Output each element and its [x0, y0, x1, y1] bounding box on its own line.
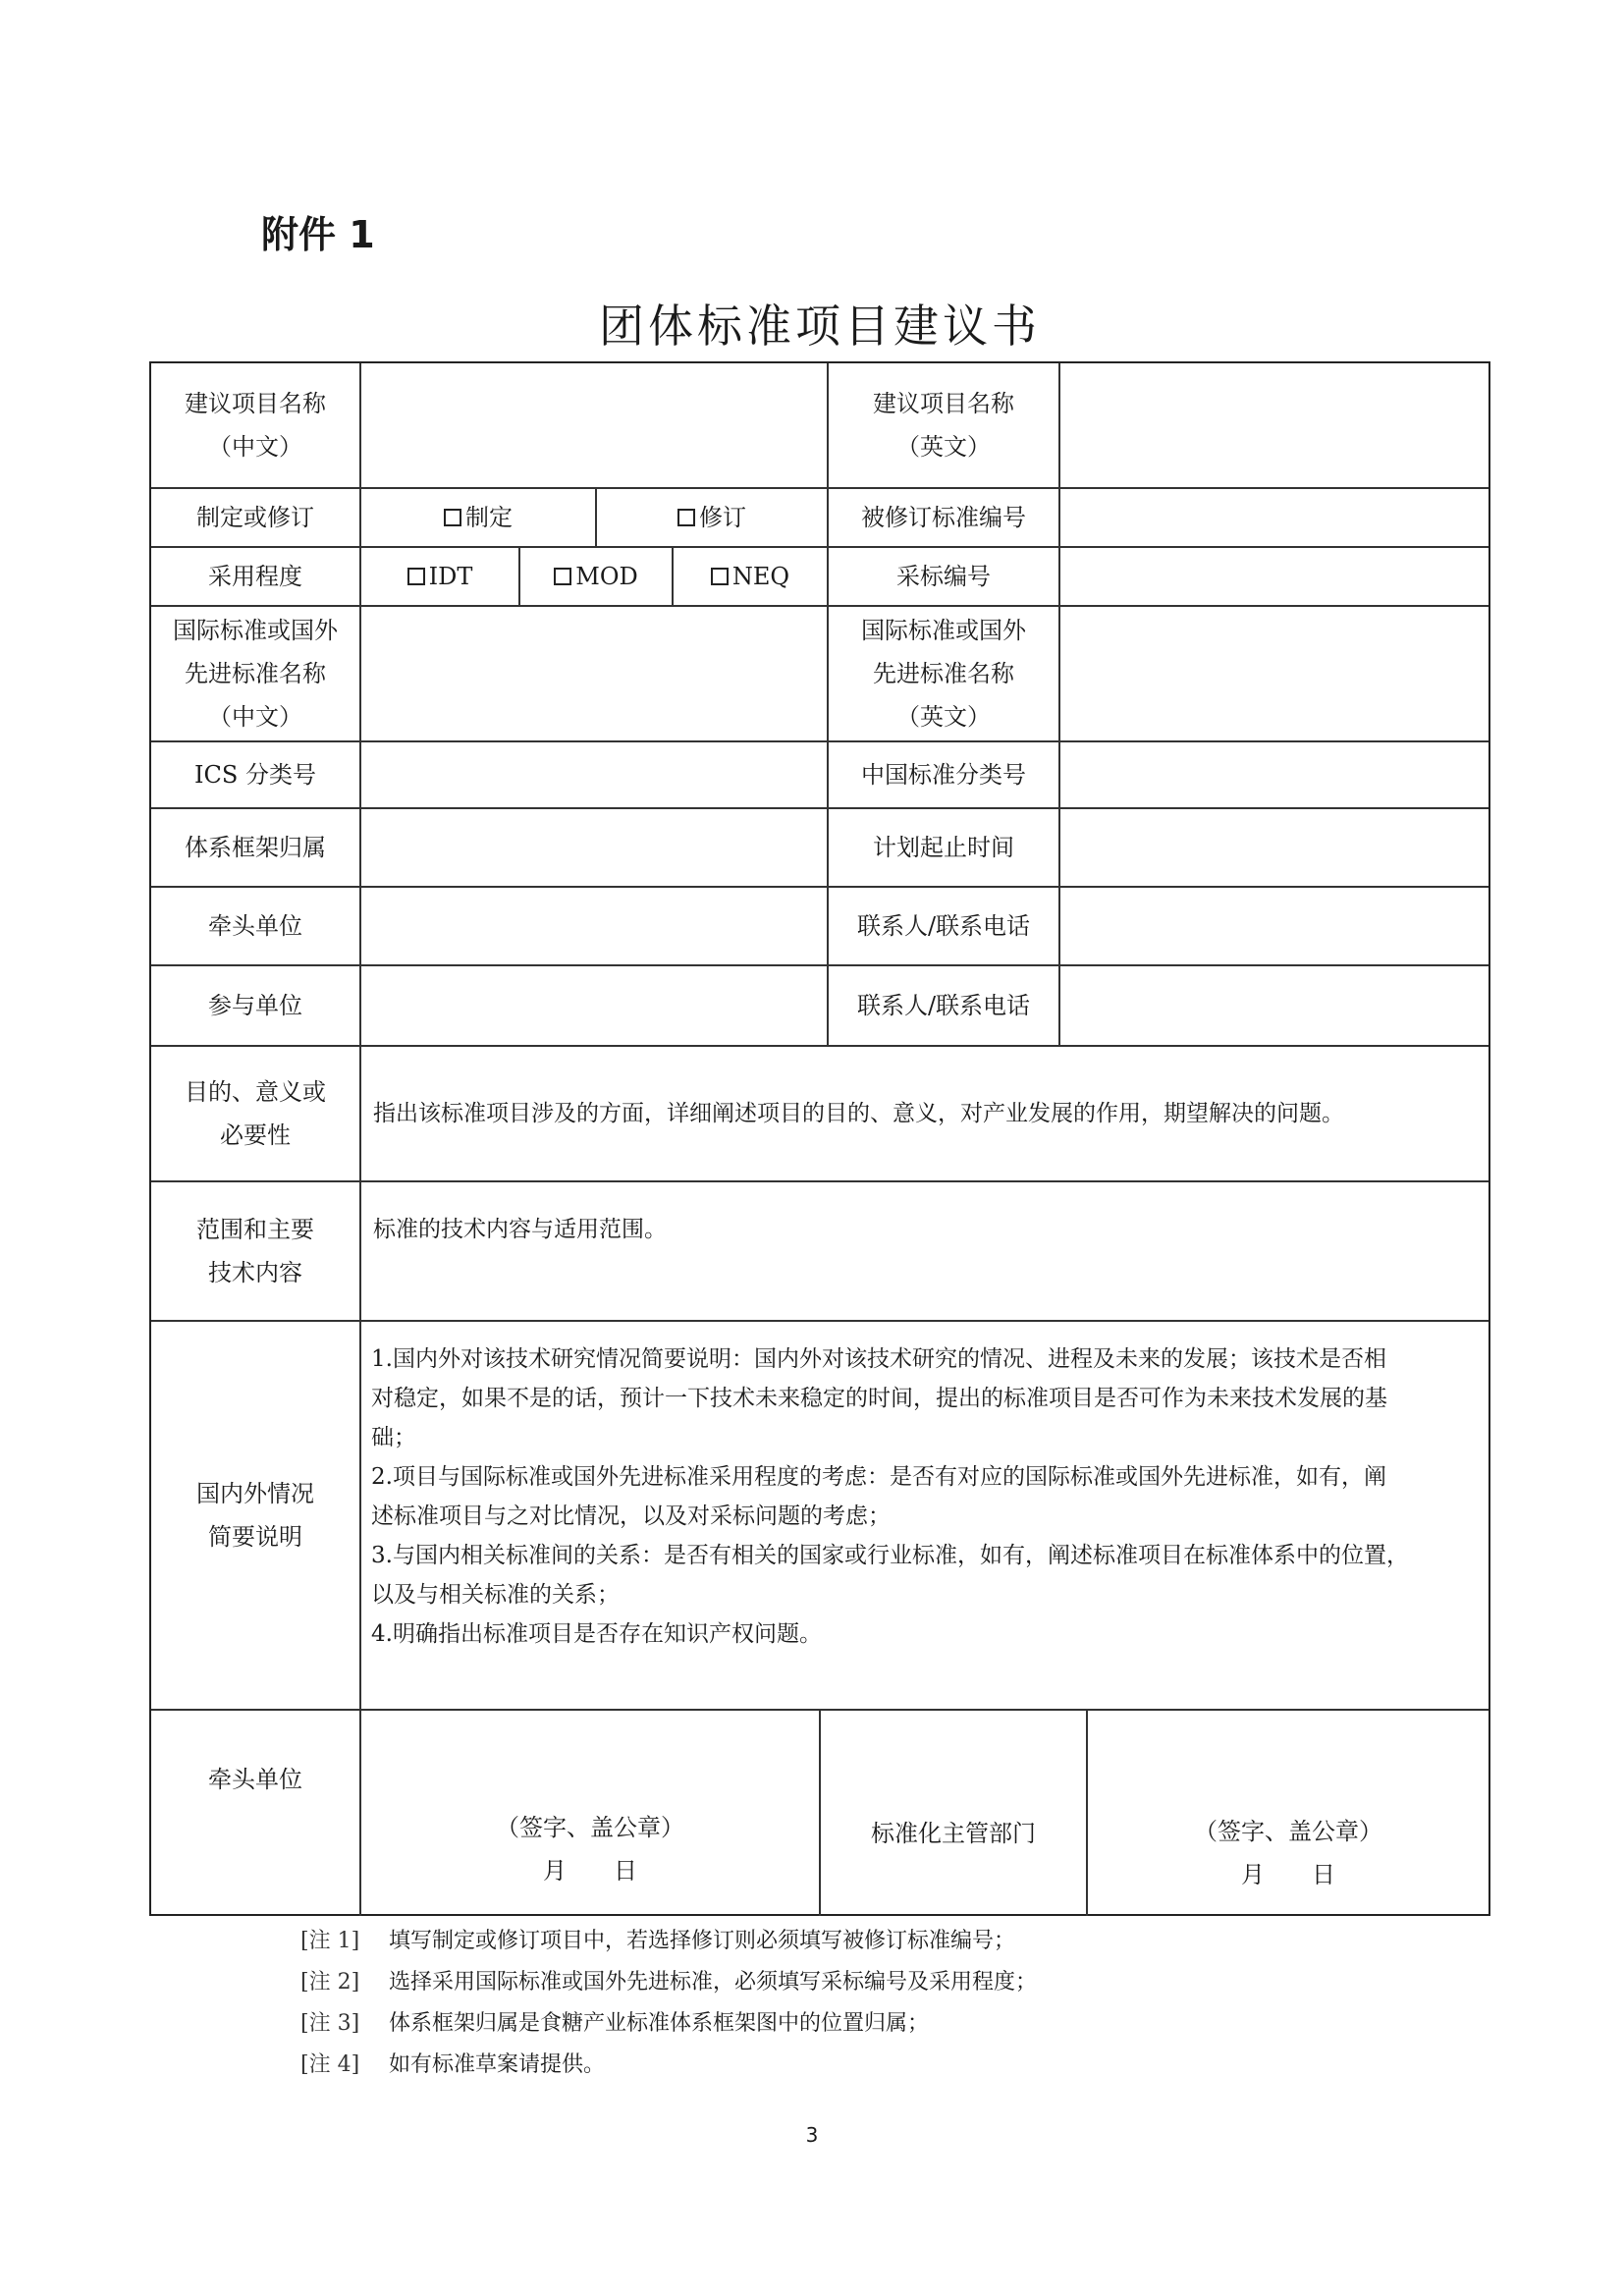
page-number: 3 — [805, 2123, 819, 2147]
checkbox-icon — [407, 568, 425, 585]
label-intl-standard-name-en: 国际标准或国外 先进标准名称 （英文） — [861, 617, 1026, 731]
input-intl-standard-name-cn[interactable] — [361, 607, 827, 740]
situation-line: 以及与相关标准的关系； — [371, 1582, 620, 1608]
input-contact-lead[interactable] — [1060, 888, 1489, 964]
input-name-en[interactable] — [1060, 363, 1489, 487]
footnote: [注 4] 如有标准草案请提供。 — [300, 2052, 606, 2077]
input-contact-participant[interactable] — [1060, 966, 1489, 1045]
label-formulate-or-revise: 制定或修订 — [196, 504, 314, 531]
situation-field[interactable] — [371, 1339, 1487, 1654]
situation-line: 述标准项目与之对比情况，以及对采标问题的考虑； — [371, 1503, 891, 1529]
attachment-label: 附件 1 — [261, 213, 375, 256]
checkbox-idt[interactable]: IDT — [361, 548, 518, 605]
label-revised-standard-no: 被修订标准编号 — [861, 504, 1026, 531]
footnote: [注 1] 填写制定或修订项目中，若选择修订则必须填写被修订标准编号； — [300, 1929, 1016, 1953]
checkbox-neq[interactable]: NEQ — [674, 548, 827, 605]
situation-line: 础； — [371, 1425, 416, 1450]
label-name-cn: 建议项目名称 （中文） — [185, 390, 326, 461]
label-intl-standard-name-cn: 国际标准或国外 先进标准名称 （中文） — [173, 617, 338, 731]
date-text: 月 日 — [1241, 1861, 1335, 1888]
footnote: [注 2] 选择采用国际标准或国外先进标准，必须填写采标编号及采用程度； — [300, 1970, 1038, 1995]
label-contact-lead: 联系人/联系电话 — [856, 912, 1031, 940]
label-framework: 体系框架归属 — [185, 834, 326, 861]
form-title: 团体标准项目建议书 — [599, 300, 1041, 353]
footnotes — [300, 1921, 1037, 2086]
label-situation: 国内外情况 简要说明 — [196, 1480, 314, 1551]
input-revised-standard-no[interactable] — [1060, 489, 1489, 546]
label-name-en: 建议项目名称 （英文） — [873, 390, 1014, 461]
label-scope: 范围和主要 技术内容 — [196, 1216, 314, 1286]
checkbox-formulate[interactable]: 制定 — [361, 489, 595, 546]
input-participant-unit[interactable] — [361, 966, 827, 1045]
input-name-cn[interactable] — [361, 363, 827, 487]
situation-line: 3.与国内相关标准间的关系：是否有相关的国家或行业标准，如有，阐述标准项目在标准体系中的位置， — [371, 1543, 1409, 1568]
input-ics[interactable] — [361, 742, 827, 807]
checkbox-mod[interactable]: MOD — [520, 548, 672, 605]
proposal-form-table — [149, 361, 1490, 1916]
scope-field[interactable]: 标准的技术内容与适用范围。 — [373, 1217, 667, 1242]
situation-line: 4.明确指出标准项目是否存在知识产权问题。 — [371, 1621, 822, 1647]
label-adopted-standard-no: 采标编号 — [896, 563, 991, 590]
checkbox-icon — [554, 568, 571, 585]
situation-line: 2.项目与国际标准或国外先进标准采用程度的考虑：是否有对应的国际标准或国外先进标准，如有，阐 — [371, 1464, 1386, 1490]
checkbox-icon — [677, 509, 695, 526]
stamp-text: （签字、盖公章） — [496, 1814, 684, 1841]
label-lead-unit: 牵头单位 — [208, 912, 302, 940]
sign-dept-field[interactable] — [1088, 1711, 1489, 1916]
input-adopted-standard-no[interactable] — [1060, 548, 1489, 605]
checkbox-revise[interactable]: 修订 — [597, 489, 827, 546]
input-lead-unit[interactable] — [361, 888, 827, 964]
input-ccs[interactable] — [1060, 742, 1489, 807]
situation-line: 对稳定，如果不是的话，预计一下技术未来稳定的时间，提出的标准项目是否可作为未来技术发展的基 — [371, 1386, 1387, 1411]
checkbox-icon — [711, 568, 729, 585]
label-adoption-degree: 采用程度 — [208, 563, 302, 590]
input-plan-time[interactable] — [1060, 809, 1489, 886]
label-sign-lead-unit: 牵头单位 — [208, 1766, 302, 1793]
label-participant-unit: 参与单位 — [208, 992, 302, 1019]
date-text: 月 日 — [543, 1857, 637, 1885]
situation-line: 1.国内外对该技术研究情况简要说明：国内外对该技术研究的情况、进程及未来的发展；该技术是否相 — [371, 1346, 1386, 1372]
label-ccs: 中国标准分类号 — [861, 761, 1026, 789]
label-contact-participant: 联系人/联系电话 — [856, 992, 1031, 1019]
sign-lead-unit-field[interactable] — [361, 1711, 819, 1916]
input-intl-standard-name-en[interactable] — [1060, 607, 1489, 740]
label-plan-time: 计划起止时间 — [873, 834, 1014, 861]
label-purpose: 目的、意义或 必要性 — [185, 1078, 326, 1149]
input-framework[interactable] — [361, 809, 827, 886]
footnote: [注 3] 体系框架归属是食糖产业标准体系框架图中的位置归属； — [300, 2011, 930, 2036]
label-ics: ICS 分类号 — [194, 761, 316, 789]
purpose-field[interactable]: 指出该标准项目涉及的方面，详细阐述项目的目的、意义，对产业发展的作用，期望解决的问题。 — [373, 1101, 1344, 1126]
stamp-text: （签字、盖公章） — [1194, 1818, 1382, 1845]
label-sign-dept: 标准化主管部门 — [871, 1819, 1036, 1847]
checkbox-icon — [444, 509, 461, 526]
